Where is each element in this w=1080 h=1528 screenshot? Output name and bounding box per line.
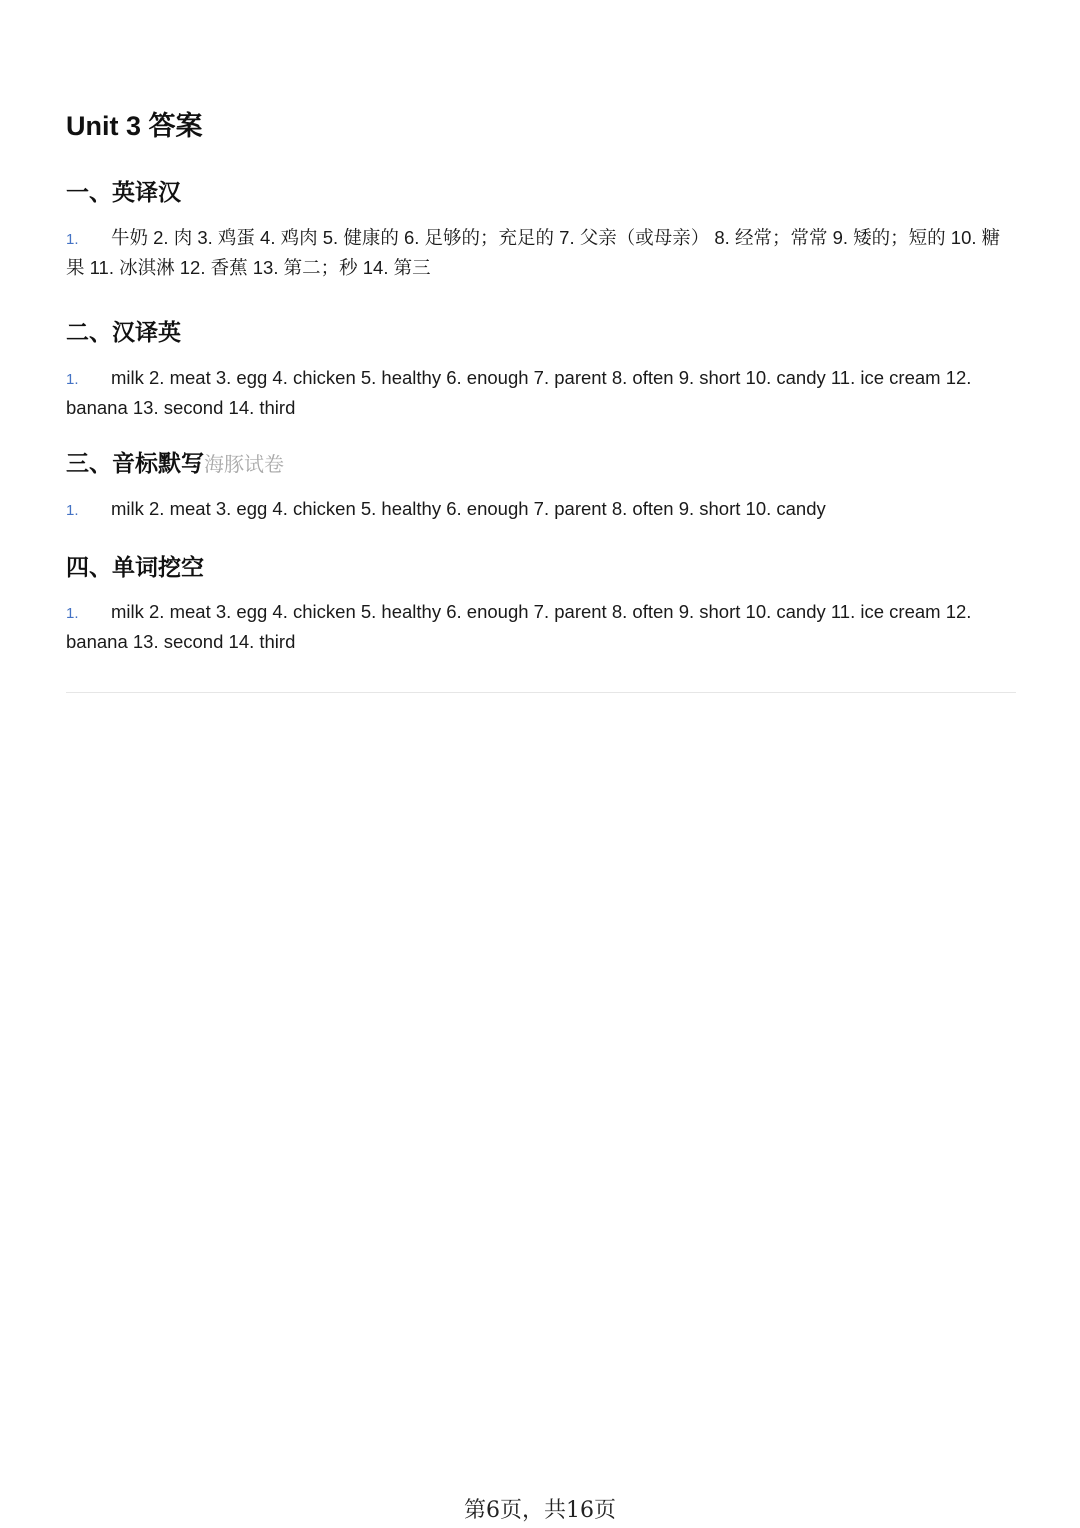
section-divider	[66, 692, 1016, 693]
answer-text: milk 2. meat 3. egg 4. chicken 5. healthy 6. enough 7. parent 8. often 9. short 10. candy	[111, 498, 826, 519]
answer-text: milk 2. meat 3. egg 4. chicken 5. healthy 6. enough 7. parent 8. often 9. short 10. candy 11. ice cream 12. banana 13. second 14. third	[66, 601, 972, 652]
section-heading-1	[66, 174, 181, 207]
page-title: Unit 3 答案	[66, 111, 203, 141]
answer-item	[66, 598, 1016, 656]
answer-item	[66, 495, 1016, 525]
section-heading-text: 一、英译汉	[66, 179, 181, 205]
section-heading-4	[66, 549, 204, 582]
answer-item	[66, 224, 1016, 282]
item-number: 1.	[66, 605, 79, 622]
answer-text: 牛奶 2. 肉 3. 鸡蛋 4. 鸡肉 5. 健康的 6. 足够的；充足的 7. 父亲（或母亲） 8. 经常；常常 9. 矮的；短的 10. 糖果 11. 冰淇淋 12. 香蕉 13. 第二；秒 14. 第三	[66, 227, 1001, 278]
item-number: 1.	[66, 371, 79, 388]
section-heading-text: 二、汉译英	[66, 319, 181, 345]
item-number: 1.	[66, 502, 79, 519]
watermark-text: 海豚试卷	[204, 452, 284, 476]
section-heading-2	[66, 314, 181, 347]
section-heading-text: 三、音标默写	[66, 450, 204, 476]
answer-item	[66, 364, 1016, 422]
answer-text: milk 2. meat 3. egg 4. chicken 5. healthy 6. enough 7. parent 8. often 9. short 10. candy 11. ice cream 12. banana 13. second 14. third	[66, 367, 972, 418]
page-footer: 第6页，共16页	[464, 1498, 616, 1523]
item-number: 1.	[66, 231, 79, 248]
section-heading-3	[66, 445, 284, 478]
section-heading-text: 四、单词挖空	[66, 554, 204, 580]
